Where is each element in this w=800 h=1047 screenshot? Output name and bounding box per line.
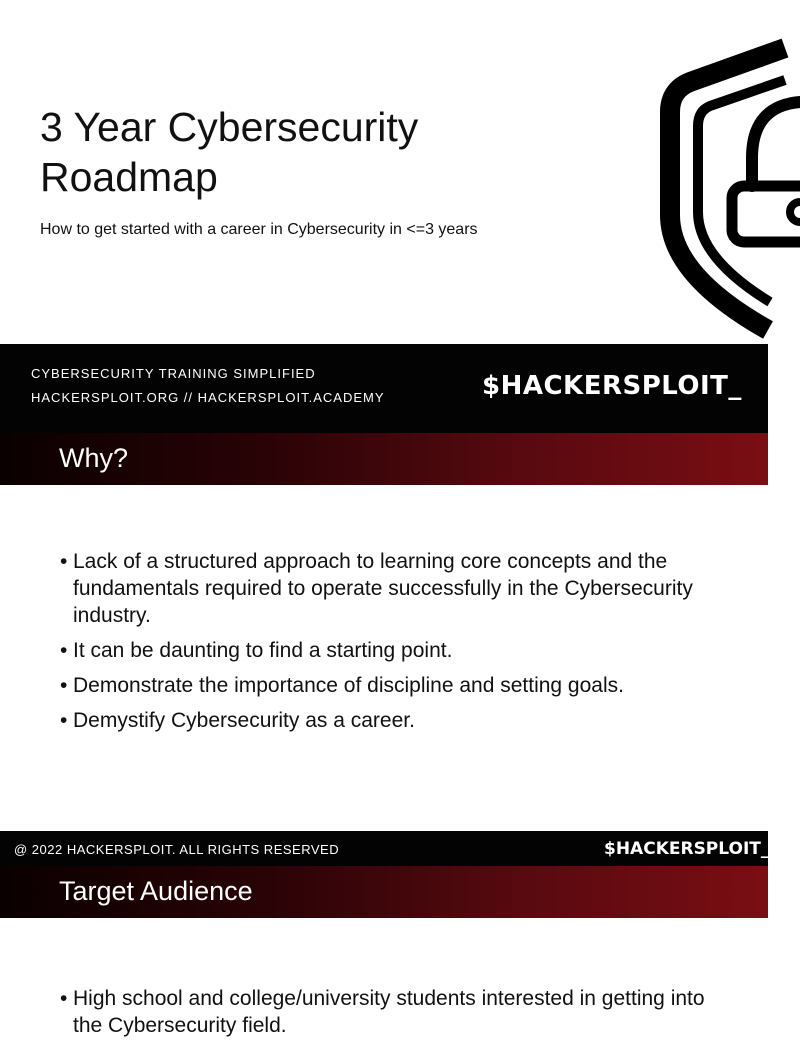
banner-tagline: CYBERSECURITY TRAINING SIMPLIFIED bbox=[31, 366, 316, 381]
list-item: • Demystify Cybersecurity as a career. bbox=[60, 709, 415, 732]
list-item: • Lack of a structured approach to learning core concepts and the fundamentals required to operate successfully in the Cybersecurity industry. bbox=[60, 550, 693, 627]
page-title: 3 Year Cybersecurity Roadmap bbox=[40, 104, 419, 200]
page-subtitle: How to get started with a career in Cybersecurity in <=3 years bbox=[40, 221, 478, 238]
why-header bbox=[0, 433, 768, 485]
banner-websites: HACKERSPLOIT.ORG // HACKERSPLOIT.ACADEMY bbox=[31, 390, 385, 405]
section-title: Why? bbox=[59, 443, 129, 473]
slide-footer bbox=[0, 831, 768, 866]
list-item: • Demonstrate the importance of discipline and setting goals. bbox=[60, 674, 624, 697]
list-item: • High school and college/university students interested in getting into the Cybersecurity field. bbox=[60, 987, 705, 1037]
section-title: Target Audience bbox=[59, 876, 253, 906]
audience-bullet-list bbox=[60, 985, 720, 1047]
title-slide bbox=[0, 0, 768, 344]
audience-header bbox=[0, 866, 768, 918]
list-item: • It can be daunting to find a starting point. bbox=[60, 639, 453, 662]
shield-lock-icon bbox=[660, 40, 800, 340]
footer-brand-logo: $HACKERSPLOIT_ bbox=[604, 839, 770, 859]
copyright-text: @ 2022 HACKERSPLOIT. ALL RIGHTS RESERVED bbox=[14, 842, 340, 857]
brand-logo: $HACKERSPLOIT_ bbox=[482, 371, 742, 401]
why-bullet-list bbox=[60, 548, 720, 742]
